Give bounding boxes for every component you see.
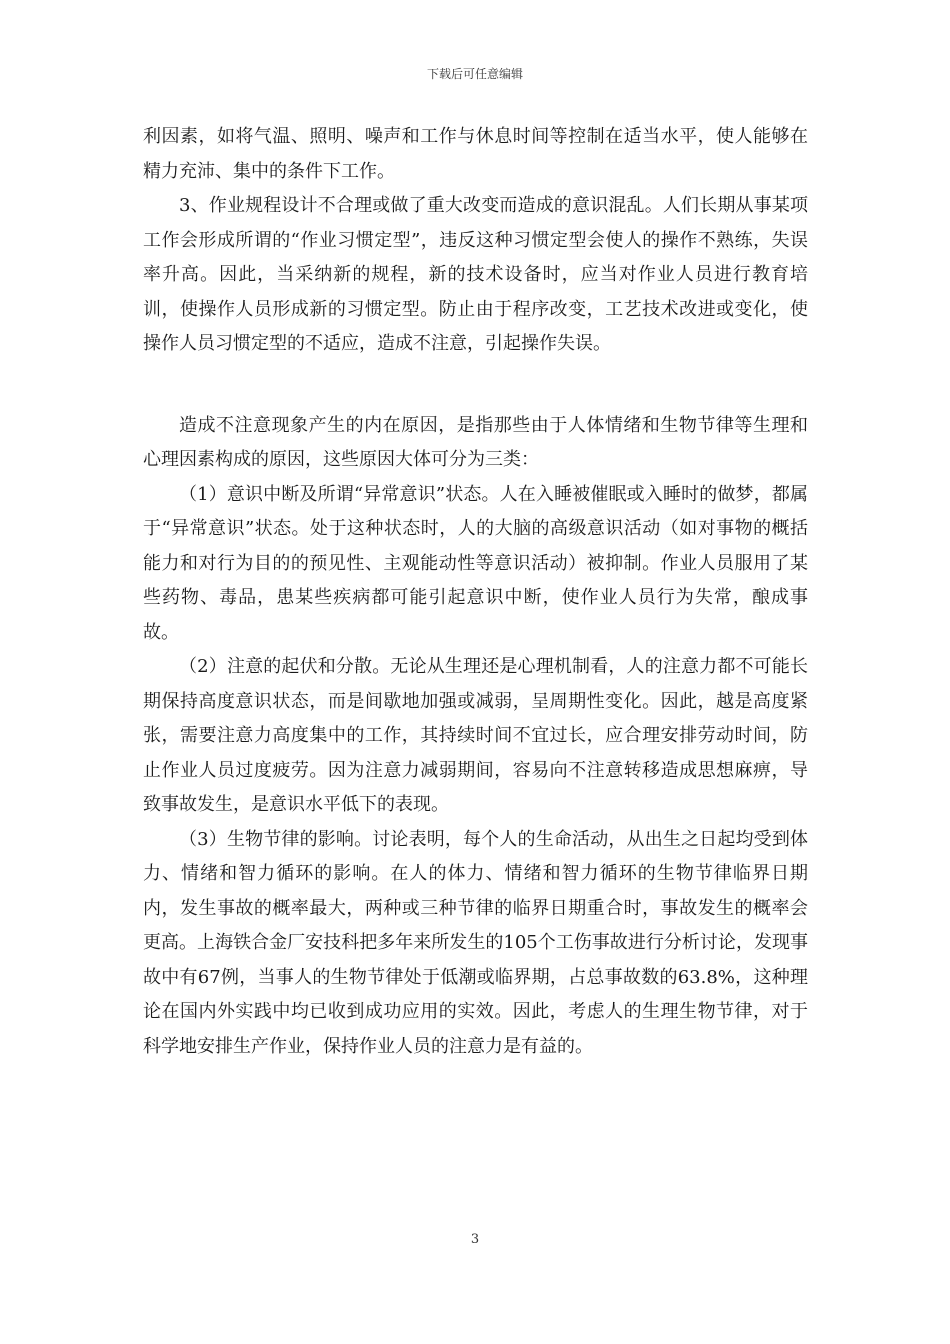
paragraph-cause-1: （1）意识中断及所谓“异常意识”状态。人在入睡被催眠或入睡时的做梦，都属于“异常意识”状态。处于这种状态时，人的大脑的高级意识活动（如对事物的概括能力和对行为目的的预见性、主观能动性等意识活动）被抑制。作业人员服用了某些药物、毒品，患某些疾病都可能引起意识中断，使作业人员行为失常，酿成事故。 — [143, 483, 808, 643]
page-number: 3 — [470, 1232, 480, 1247]
page-header: 下载后可任意编辑 — [426, 67, 523, 81]
paragraph-item-3: 3、作业规程设计不合理或做了重大改变而造成的意识混乱。人们长期从事某项工作会形成所谓的“作业习惯定型”，违反这种习惯定型会使人的操作不熟练，失误率升高。因此，当采纳新的规程，新的技术设备时，应当对作业人员进行教育培训，使操作人员形成新的习惯定型。防止由于程序改变，工艺技术改进或变化，使操作人员习惯定型的不适应，造成不注意，引起操作失误。 — [143, 195, 808, 354]
paragraph-continued: 利因素，如将气温、照明、噪声和工作与休息时间等控制在适当水平，使人能够在精力充沛、集中的条件下工作。 — [143, 126, 808, 182]
document-body — [143, 120, 808, 1064]
paragraph-spacer — [143, 362, 808, 409]
paragraph-cause-2: （2）注意的起伏和分散。无论从生理还是心理机制看，人的注意力都不可能长期保持高度意识状态，而是间歇地加强或减弱，呈周期性变化。因此，越是高度紧张，需要注意力高度集中的工作，其持续时间不宜过长，应合理安排劳动时间，防止作业人员过度疲劳。因为注意力减弱期间，容易向不注意转移造成思想麻痹，导致事故发生，是意识水平低下的表现。 — [143, 656, 808, 815]
paragraph-internal-causes: 造成不注意现象产生的内在原因，是指那些由于人体情绪和生物节律等生理和心理因素构成的原因，这些原因大体可分为三类： — [143, 414, 808, 470]
paragraph-cause-3: （3）生物节律的影响。讨论表明，每个人的生命活动，从出生之日起均受到体力、情绪和智力循环的影响。在人的体力、情绪和智力循环的生物节律临界日期内，发生事故的概率最大，两种或三种节律的临界日期重合时，事故发生的概率会更高。上海铁合金厂安技科把多年来所发生的105个工伤事故进行分析讨论，发现事故中有67例，当事人的生物节律处于低潮或临界期，占总事故数的63.8%，这种理论在国内外实践中均已收到成功应用的实效。因此，考虑人的生理生物节律，对于科学地安排生产作业，保持作业人员的注意力是有益的。 — [143, 828, 808, 1057]
